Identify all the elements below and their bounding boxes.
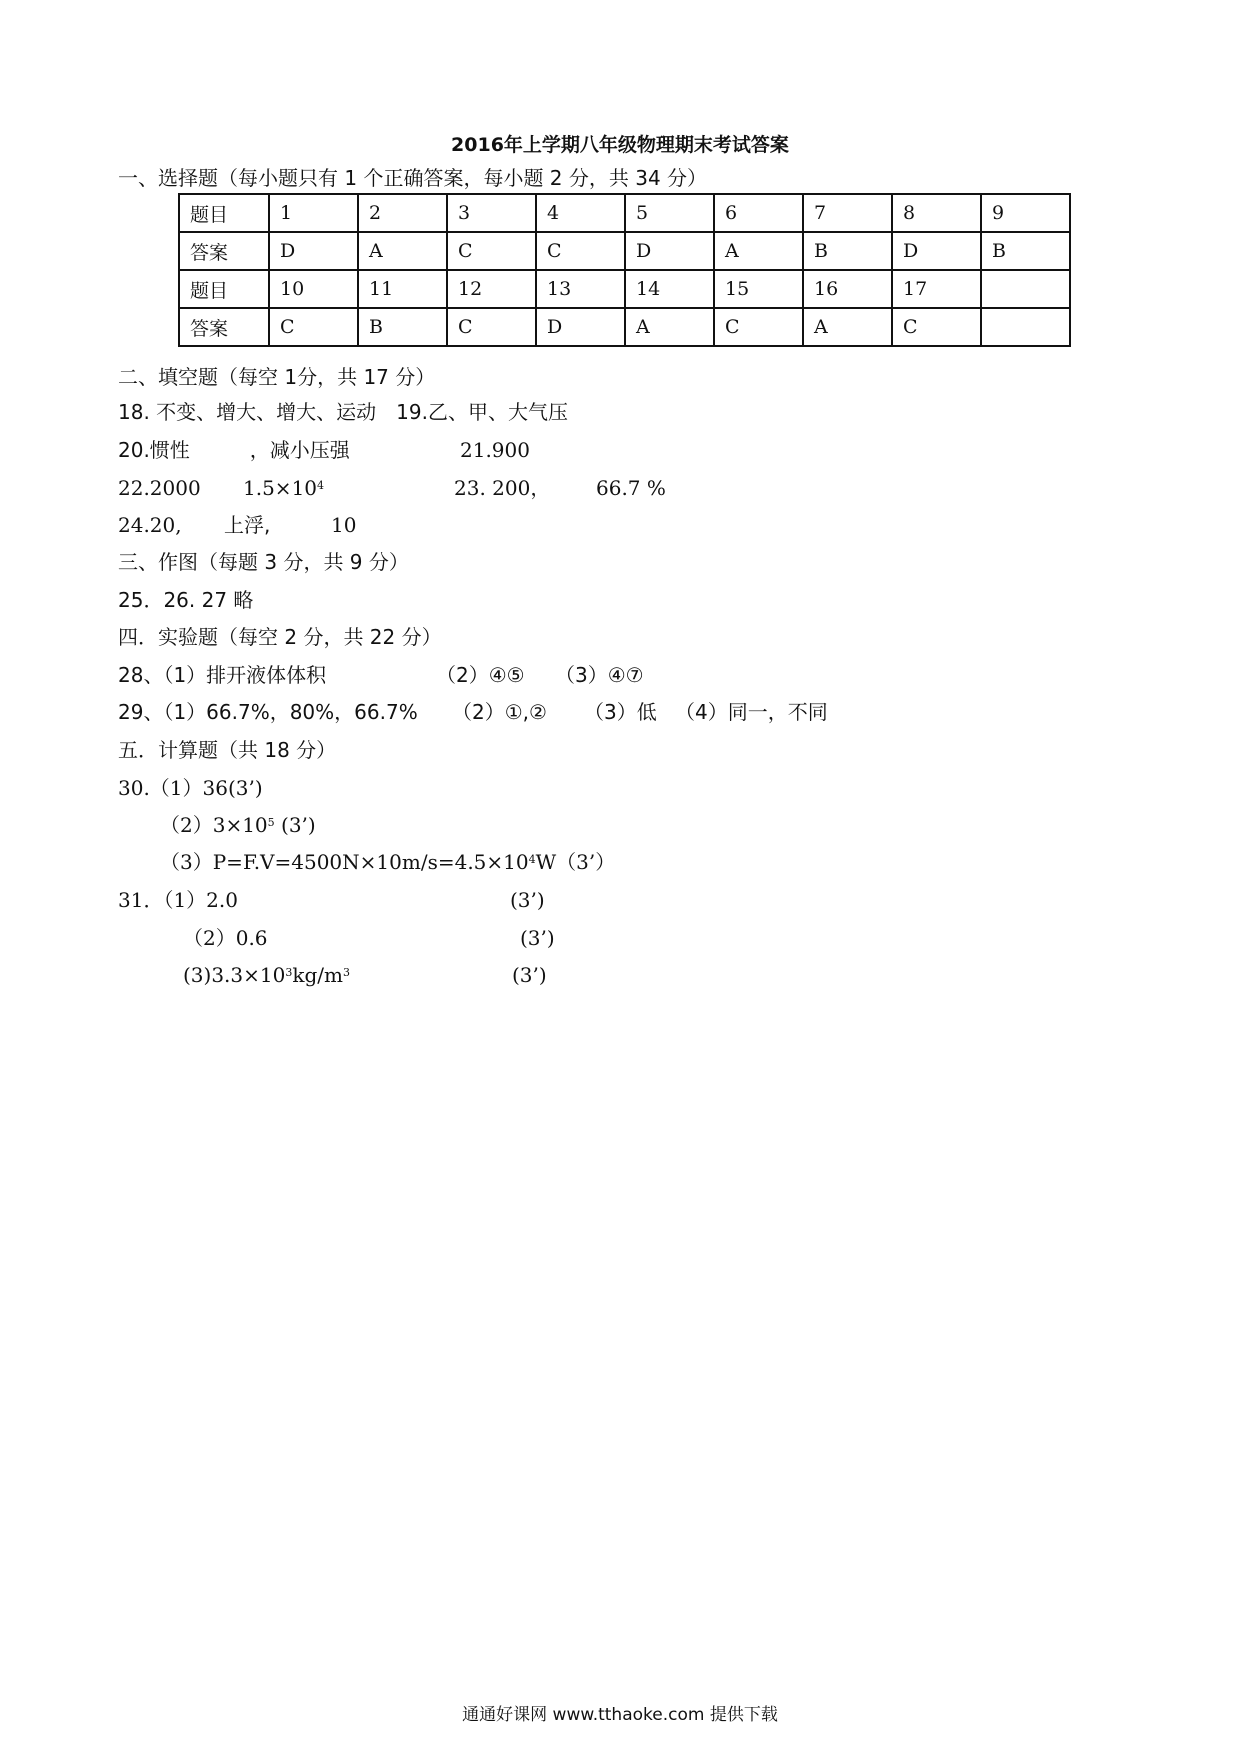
table-row-question: [179, 270, 1070, 308]
section5-heading: 五．计算题（共 18 分）: [118, 738, 337, 762]
table-cell-question: 1: [269, 194, 358, 232]
answer-24b: 上浮,: [224, 513, 271, 537]
answer-22a: 22.2000: [118, 476, 201, 500]
table-cell-question: 13: [536, 270, 625, 308]
answer-23b: 66.7 %: [596, 476, 666, 500]
table-cell-answer: C: [714, 308, 803, 346]
answer-31-3: $(3)3.3\times 10^3kg/m^3$: [183, 963, 350, 987]
row-label-answer: 答案: [179, 232, 269, 270]
row-label-answer: 答案: [179, 308, 269, 346]
table-cell-answer: D: [269, 232, 358, 270]
table-cell-question: 3: [447, 194, 536, 232]
answer-28-3: （3）④⑦: [555, 663, 644, 687]
answer-20: 20.惯性 ，减小压强: [118, 438, 350, 462]
table-cell-answer: B: [358, 308, 447, 346]
table-cell-answer: D: [536, 308, 625, 346]
section3-heading: 三、作图（每题 3 分，共 9 分）: [118, 550, 409, 574]
row-label-question: 题目: [179, 270, 269, 308]
footer-source: 通通好课网 www.tthaoke.com 提供下载: [462, 1705, 778, 1725]
answer-30-2: $(2)3\times 10^5$ (3’): [160, 813, 316, 837]
answer-23: 23. 200，: [454, 476, 551, 500]
answer-31-1: 31．（1）2.0: [118, 888, 238, 912]
table-cell-question: 8: [892, 194, 981, 232]
table-cell-answer: C: [447, 232, 536, 270]
answer-24a: 24.20,: [118, 513, 182, 537]
answer-28-1: 28、（1）排开液体体积: [118, 663, 327, 687]
table-cell-question: 5: [625, 194, 714, 232]
score-31-3: (3’): [512, 963, 547, 987]
table-cell-question: 14: [625, 270, 714, 308]
section4-heading: 四．实验题（每空 2 分，共 22 分）: [118, 625, 442, 649]
table-cell-question: [981, 270, 1070, 308]
answer-25-27: 25．26. 27 略: [118, 588, 254, 612]
answer-30-3: $(3)P=F.V=4500N\times 10m/s=4.5\times 10^4W(3’)$: [160, 850, 616, 874]
table-cell-answer: B: [981, 232, 1070, 270]
page-title: 2016年上学期八年级物理期末考试答案: [451, 134, 789, 156]
table-row-answer: [179, 232, 1070, 270]
table-cell-answer: C: [892, 308, 981, 346]
table-cell-answer: [981, 308, 1070, 346]
table-cell-answer: B: [803, 232, 892, 270]
answer-table: [178, 193, 1071, 347]
table-cell-question: 16: [803, 270, 892, 308]
table-cell-question: 11: [358, 270, 447, 308]
table-cell-question: 4: [536, 194, 625, 232]
answer-30-1: 30.（1）36(3’): [118, 776, 263, 800]
answer-24c: 10: [331, 513, 357, 537]
table-cell-question: 2: [358, 194, 447, 232]
table-row-answer: [179, 308, 1070, 346]
answer-31-2: （2）0.6: [183, 926, 268, 950]
table-cell-answer: A: [625, 308, 714, 346]
row-label-question: 题目: [179, 194, 269, 232]
answer-18-19: 18. 不变、增大、增大、运动 19.乙、甲、大气压: [118, 400, 568, 424]
section1-heading: 一、选择题（每小题只有 1 个正确答案，每小题 2 分，共 34 分）: [118, 166, 708, 190]
answer-29-3: （3）低: [584, 700, 657, 724]
table-cell-question: 12: [447, 270, 536, 308]
answer-28-2: （2）④⑤: [436, 663, 525, 687]
section2-heading: 二、填空题（每空 1分，共 17 分）: [118, 365, 436, 389]
table-cell-question: 17: [892, 270, 981, 308]
table-cell-answer: D: [892, 232, 981, 270]
answer-29-2: （2）①,②: [452, 700, 547, 724]
answer-29-1: 29、（1）66.7%，80%，66.7%: [118, 700, 418, 724]
table-cell-answer: D: [625, 232, 714, 270]
table-cell-answer: A: [358, 232, 447, 270]
table-cell-answer: C: [447, 308, 536, 346]
table-cell-answer: A: [714, 232, 803, 270]
table-cell-question: 9: [981, 194, 1070, 232]
answer-21: 21.900: [460, 438, 530, 462]
table-cell-question: 7: [803, 194, 892, 232]
table-row-question: [179, 194, 1070, 232]
table-cell-answer: A: [803, 308, 892, 346]
table-cell-question: 6: [714, 194, 803, 232]
answer-22b: $1.5\times 10^4$: [243, 476, 325, 500]
table-cell-question: 10: [269, 270, 358, 308]
table-cell-question: 15: [714, 270, 803, 308]
table-cell-answer: C: [269, 308, 358, 346]
score-31-1: (3’): [510, 888, 545, 912]
answer-29-4: （4）同一，不同: [675, 700, 828, 724]
table-cell-answer: C: [536, 232, 625, 270]
score-31-2: (3’): [520, 926, 555, 950]
